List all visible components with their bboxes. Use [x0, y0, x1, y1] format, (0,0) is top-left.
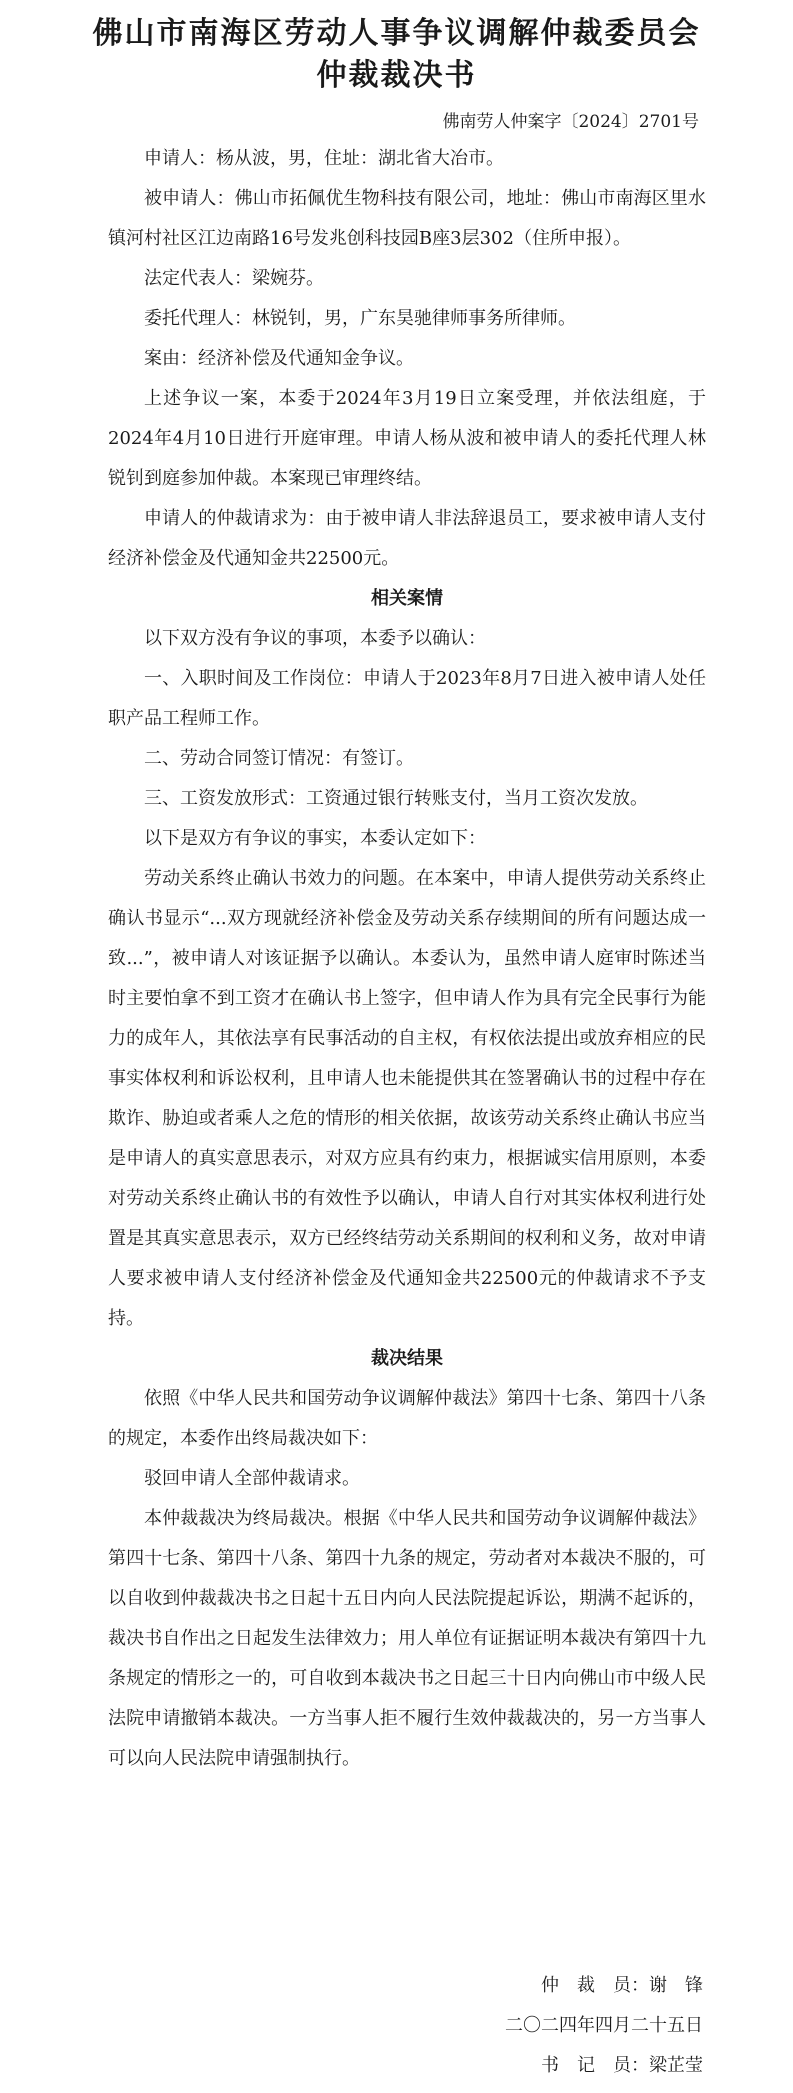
ruling-notice: 本仲裁裁决为终局裁决。根据《中华人民共和国劳动争议调解仲裁法》第四十七条、第四十八条、第四十九条的规定，劳动者对本裁决不服的，可以自收到仲裁裁决书之日起十五日内向人民法院提起诉讼，期满不起诉的，裁决书自作出之日起发生法律效力；用人单位有证据证明本裁决有第四十九条规定的情形之一的，可自收到本裁决书之日起三十日内向佛山市中级人民法院申请撤销本裁决。一方当事人拒不履行生效仲裁裁决的，另一方当事人可以向人民法院申请强制执行。 [108, 1508, 706, 1769]
fact-item-3: 三、工资发放形式：工资通过银行转账支付，当月工资次发放。 [144, 788, 648, 809]
cause-of-action: 案由：经济补偿及代通知金争议。 [144, 348, 414, 369]
document-title: 仲裁裁决书 [316, 58, 477, 93]
fact-item-2: 二、劳动合同签订情况：有签订。 [144, 748, 414, 769]
clerk-signature: 书 记 员：梁芷莹 [541, 2055, 703, 2076]
respondent-info: 被申请人：佛山市拓佩优生物科技有限公司，地址：佛山市南海区里水镇河村社区江边南路16号发兆创科技园B座3层302（住所申报）。 [108, 188, 706, 249]
facts-heading: 相关案情 [371, 588, 443, 609]
ruling-basis: 依照《中华人民共和国劳动争议调解仲裁法》第四十七条、第四十八条的规定，本委作出终局裁决如下： [108, 1388, 706, 1449]
applicant-info: 申请人：杨从波，男，住址：湖北省大冶市。 [144, 148, 504, 169]
legal-representative: 法定代表人：梁婉芬。 [144, 268, 324, 289]
authorized-agent: 委托代理人：林锐钊，男，广东昊驰律师事务所律师。 [144, 308, 576, 329]
claims-paragraph: 申请人的仲裁请求为：由于被申请人非法辞退员工，要求被申请人支付经济补偿金及代通知金共22500元。 [108, 508, 706, 569]
ruling-date: 二〇二四年四月二十五日 [505, 2015, 703, 2036]
arbitrator-signature: 仲 裁 员：谢 锋 [541, 1975, 703, 1996]
undisputed-intro: 以下双方没有争议的事项，本委予以确认： [144, 628, 486, 649]
disputed-facts: 劳动关系终止确认书效力的问题。在本案中，申请人提供劳动关系终止确认书显示“...双方现就经济补偿金及劳动关系存续期间的所有问题达成一致...”，被申请人对该证据予以确认。本委认为，虽然申请人庭审时陈述当时主要怕拿不到工资才在确认书上签字，但申请人作为具有完全民事行为能力的成年人，其依法享有民事活动的自主权，有权依法提出或放弃相应的民事实体权利和诉讼权利，且申请人也未能提供其在签署确认书的过程中存在欺诈、胁迫或者乘人之危的情形的相关依据，故该劳动关系终止确认书应当是申请人的真实意思表示，对双方应具有约束力，根据诚实信用原则，本委对劳动关系终止确认书的有效性予以确认，申请人自行对其实体权利进行处置是其真实意思表示，双方已经终结劳动关系期间的权利和义务，故对申请人要求被申请人支付经济补偿金及代通知金共22500元的仲裁请求不予支持。 [108, 868, 706, 1329]
fact-item-1: 一、入职时间及工作岗位：申请人于2023年8月7日进入被申请人处任职产品工程师工作。 [108, 668, 706, 729]
document-title-org: 佛山市南海区劳动人事争议调解仲裁委员会 [92, 16, 701, 51]
disputed-intro: 以下是双方有争议的事实，本委认定如下： [144, 828, 486, 849]
proceedings-paragraph: 上述争议一案，本委于2024年3月19日立案受理，并依法组庭，于2024年4月10日进行开庭审理。申请人杨从波和被申请人的委托代理人林锐钊到庭参加仲裁。本案现已审理终结。 [108, 388, 706, 489]
signature-block [505, 1966, 703, 2086]
document-body [108, 139, 706, 1779]
case-number: 佛南劳人仲案字〔2024〕2701号 [442, 112, 699, 132]
ruling-decision: 驳回申请人全部仲裁请求。 [144, 1468, 360, 1489]
ruling-heading: 裁决结果 [371, 1348, 443, 1369]
